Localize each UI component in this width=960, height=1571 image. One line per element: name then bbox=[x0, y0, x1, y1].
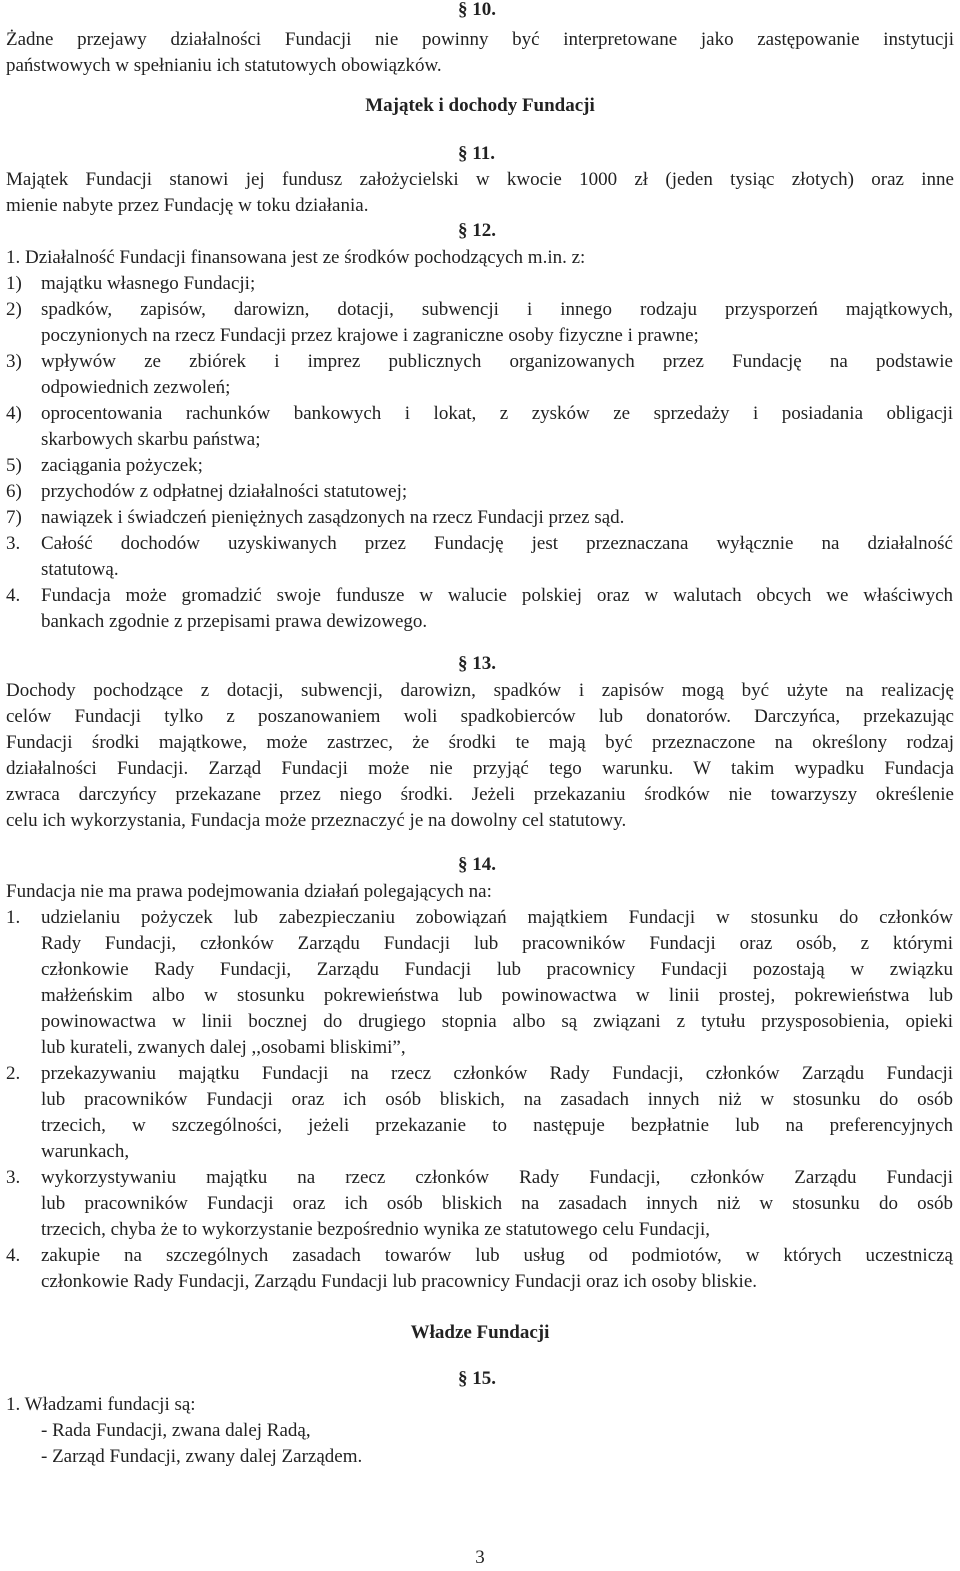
list-item-line: lub kurateli, zwanych dalej ,,osobami bliskimi”, bbox=[41, 1037, 406, 1058]
list-item-line: przychodów z odpłatnej działalności statutowej; bbox=[41, 481, 408, 502]
list-item-line: oprocentowania rachunków bankowych i lokat, z zysków ze sprzedaży i posiadania obligacji bbox=[41, 403, 953, 424]
list-item-line: zaciągania pożyczek; bbox=[41, 455, 203, 476]
list-item-line: członkowie Rady Fundacji, Zarządu Fundacji lub pracownicy Fundacji pozostają w związku bbox=[41, 959, 953, 980]
list-item-number: 1. bbox=[6, 907, 21, 928]
list-item-number: 3. bbox=[6, 1167, 21, 1188]
section-10-line: państwowych w spełnianiu ich statutowych obowiązków. bbox=[6, 55, 442, 76]
list-item-line: Rady Fundacji, członków Zarządu Fundacji lub pracowników Fundacji oraz osób, z którymi bbox=[41, 933, 953, 954]
list-item-line: lub pracowników Fundacji oraz ich osób bliskich na zasadach innych niż w stosunku do osób bbox=[41, 1193, 953, 1214]
section-12-paragraph-3-number: 3. bbox=[6, 533, 21, 554]
page-number: 3 bbox=[475, 1547, 485, 1568]
section-12-paragraph-4-number: 4. bbox=[6, 585, 21, 606]
section-13-line: Dochody pochodzące z dotacji, subwencji, darowizn, spadków i zapisów mogą być użyte na realizację bbox=[6, 680, 954, 701]
list-item-line: majątku własnego Fundacji; bbox=[41, 273, 256, 294]
list-item-line: przekazywaniu majątku Fundacji na rzecz członków Rady Fundacji, członków Zarządu Fundacji bbox=[41, 1063, 953, 1084]
list-item-line: małżeńskim albo w stosunku pokrewieństwa lub powinowactwa w linii prostej, pokrewieństwa lub bbox=[41, 985, 953, 1006]
list-item-line: trzecich, chyba że to wykorzystanie bezpośrednio wynika ze statutowego celu Fundacji, bbox=[41, 1219, 710, 1240]
section-10-title: § 10. bbox=[458, 0, 496, 20]
section-14-intro: Fundacja nie ma prawa podejmowania działań polegających na: bbox=[6, 881, 492, 902]
section-13-line: celów Fundacji tylko z poszanowaniem woli spadkobierców lub donatorów. Darczyńca, przekazując bbox=[6, 706, 954, 727]
list-item-number: 4) bbox=[6, 403, 22, 424]
list-item-line: trzecich, w szczególności, jeżeli przekazanie to następuje bezpłatnie lub na preferencyjnych bbox=[41, 1115, 953, 1136]
list-item-number: 4. bbox=[6, 1245, 21, 1266]
section-11-title: § 11. bbox=[458, 143, 495, 164]
heading-authorities: Władze Fundacji bbox=[410, 1322, 550, 1343]
list-item-line: warunkach, bbox=[41, 1141, 130, 1162]
list-item-number: 7) bbox=[6, 507, 22, 528]
section-13-line: zwraca darczyńcy przekazane przez niego środki. Jeżeli przekazaniu środków nie towarzyszy określenie bbox=[6, 784, 954, 805]
section-12-paragraph-1: 1. Działalność Fundacji finansowana jest ze środków pochodzących m.in. z: bbox=[6, 247, 586, 268]
section-13-line: Fundacji środki majątkowe, może zastrzec, że środki te mają być przeznaczone na określony rodzaj bbox=[6, 732, 954, 753]
list-item-line: spadków, zapisów, darowizn, dotacji, subwencji i innego rodzaju przysporzeń majątkowych, bbox=[41, 299, 953, 320]
section-10-line: Żadne przejawy działalności Fundacji nie powinny być interpretowane jako zastępowanie instytucji bbox=[6, 29, 954, 50]
list-item-number: 2) bbox=[6, 299, 22, 320]
section-13-line: działalności Fundacji. Zarząd Fundacji może nie przyjąć tego warunku. W takim wypadku Fundacja bbox=[6, 758, 954, 779]
list-item-line: wpływów ze zbiórek i imprez publicznych organizowanych przez Fundację na podstawie bbox=[41, 351, 953, 372]
section-15-paragraph-1: 1. Władzami fundacji są: bbox=[6, 1394, 196, 1415]
section-12-paragraph-3-line: Całość dochodów uzyskiwanych przez Fundację jest przeznaczana wyłącznie na działalność bbox=[41, 533, 953, 554]
list-item-number: 2. bbox=[6, 1063, 21, 1084]
section-15-title: § 15. bbox=[458, 1368, 496, 1389]
section-12-paragraph-4-line: Fundacja może gromadzić swoje fundusze w walucie polskiej oraz w walutach obcych we właściwych bbox=[41, 585, 953, 606]
section-15-item: - Zarząd Fundacji, zwany dalej Zarządem. bbox=[41, 1446, 363, 1467]
list-item-line: nawiązek i świadczeń pieniężnych zasądzonych na rzecz Fundacji przez sąd. bbox=[41, 507, 625, 528]
section-11-line: Majątek Fundacji stanowi jej fundusz założycielski w kwocie 1000 zł (jeden tysiąc złotych) oraz inne bbox=[6, 169, 954, 190]
list-item-line: powinowactwa w linii bocznej do drugiego stopnia albo są związani z tytułu przysposobienia, opieki bbox=[41, 1011, 953, 1032]
section-12-paragraph-3-line: statutową. bbox=[41, 559, 119, 580]
list-item-number: 3) bbox=[6, 351, 22, 372]
list-item-line: lub pracowników Fundacji oraz ich osób bliskich, na zasadach innych niż w stosunku do osób bbox=[41, 1089, 953, 1110]
list-item-line: poczynionych na rzecz Fundacji przez krajowe i zagraniczne osoby fizyczne i prawne; bbox=[41, 325, 699, 346]
section-13-title: § 13. bbox=[458, 653, 496, 674]
section-13-line: celu ich wykorzystania, Fundacja może przeznaczyć je na dowolny cel statutowy. bbox=[6, 810, 627, 831]
list-item-line: wykorzystywaniu majątku na rzecz członków Rady Fundacji, członków Zarządu Fundacji bbox=[41, 1167, 953, 1188]
list-item-number: 1) bbox=[6, 273, 22, 294]
list-item-line: udzielaniu pożyczek lub zabezpieczaniu zobowiązań majątkiem Fundacji w stosunku do członków bbox=[41, 907, 953, 928]
list-item-number: 5) bbox=[6, 455, 22, 476]
section-12-title: § 12. bbox=[458, 220, 496, 241]
list-item-line: zakupie na szczególnych zasadach towarów lub usług od podmiotów, w których uczestniczą bbox=[41, 1245, 953, 1266]
heading-assets: Majątek i dochody Fundacji bbox=[365, 95, 595, 116]
section-12-paragraph-4-line: bankach zgodnie z przepisami prawa dewizowego. bbox=[41, 611, 428, 632]
list-item-number: 6) bbox=[6, 481, 22, 502]
list-item-line: skarbowych skarbu państwa; bbox=[41, 429, 261, 450]
section-14-title: § 14. bbox=[458, 854, 496, 875]
section-11-line: mienie nabyte przez Fundację w toku działania. bbox=[6, 195, 369, 216]
list-item-line: odpowiednich zezwoleń; bbox=[41, 377, 231, 398]
list-item-line: członkowie Rady Fundacji, Zarządu Fundacji lub pracownicy Fundacji oraz ich osoby bliskie. bbox=[41, 1271, 758, 1292]
section-15-item: - Rada Fundacji, zwana dalej Radą, bbox=[41, 1420, 311, 1441]
